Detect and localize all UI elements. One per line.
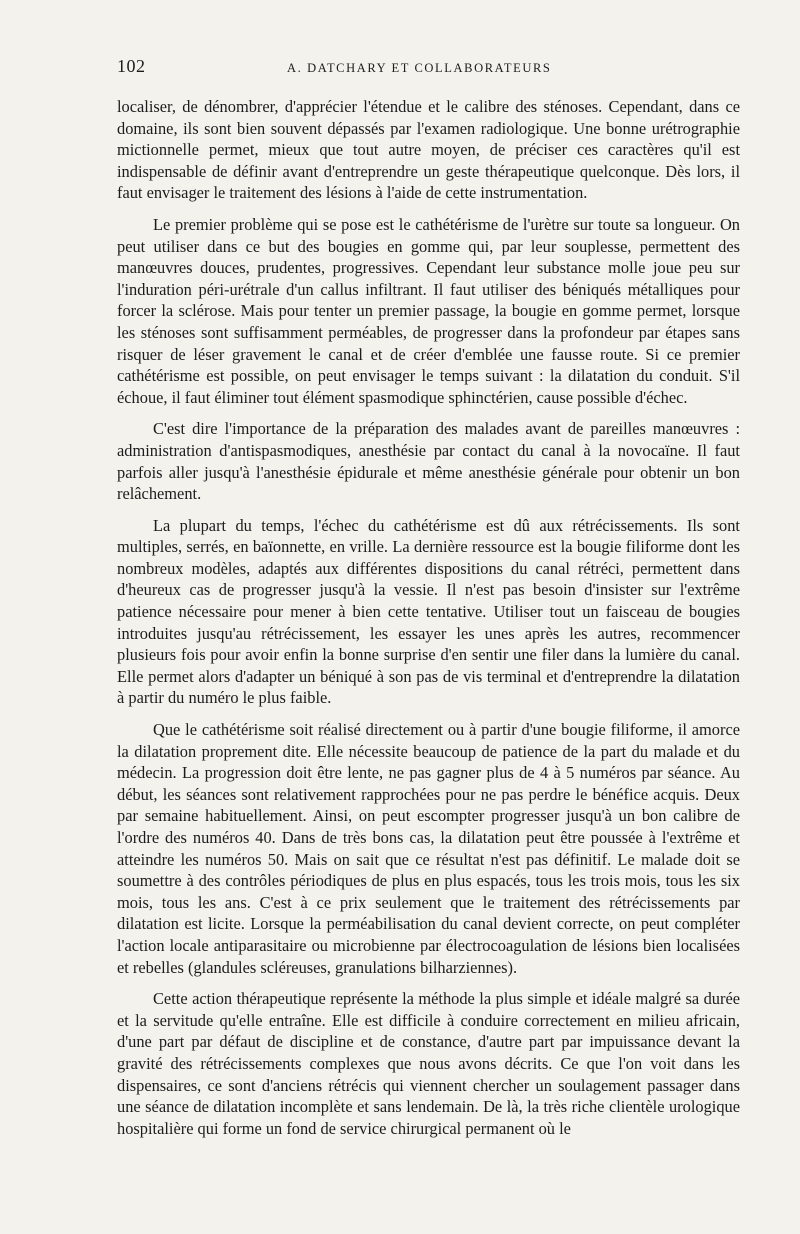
paragraph: Le premier problème qui se pose est le cathétérisme de l'urètre sur toute sa longueur. On peut utiliser dans ce but des bougies en gomme qui, par leur souplesse, permettent des manœuvres douces, prudentes, progressives. Cependant leur substance molle joue peu sur l'induration péri-urétrale d'un callus infiltrant. Il faut utiliser des béniqués métalliques pour forcer la sclérose. Mais pour tenter un premier passage, la bougie en gomme permet, lorsque les sténoses sont suffisamment perméables, de progresser dans la profondeur par étapes sans risquer de léser gravement le canal et de créer d'emblée une fausse route. Si ce premier cathétérisme est possible, on peut envisager le temps suivant : la dilatation du conduit. S'il échoue, il faut éliminer tout élément spasmodique sphinctérien, cause possible d'échec. [117, 214, 740, 407]
paragraph: Cette action thérapeutique représente la méthode la plus simple et idéale malgré sa durée et la servitude qu'elle entraîne. Elle est difficile à conduire correctement en milieu africain, d'une part par défaut de discipline et de constance, d'autre part par impuissance devant la gravité des rétrécissements complexes que nous avons décrits. Ce que l'on voit dans les dispensaires, ce sont d'anciens rétrécis qui viennent chercher un soulagement passager dans une séance de dilatation incomplète et sans lendemain. De là, la très riche clientèle urologique hospitalière qui forme un fond de service chirurgical permanent où le [117, 989, 740, 1138]
running-header [117, 56, 740, 96]
paragraph: localiser, de dénombrer, d'apprécier l'étendue et le calibre des sténoses. Cependant, dans ce domaine, ils sont bien souvent dépassés par l'examen radiologique. Une bonne urétrographie mictionnelle permet, mieux que tout autre moyen, de préciser ces caractères qu'il est indispensable de définir avant d'entreprendre un geste thérapeutique quelconque. Dès lors, il faut envisager le traitement des lésions à l'aide de cette instrumentation. [117, 97, 740, 203]
page-number: 102 [117, 56, 146, 76]
paragraph: La plupart du temps, l'échec du cathétérisme est dû aux rétrécissements. Ils sont multiples, serrés, en baïonnette, en vrille. La dernière ressource est la bougie filiforme dont les nombreux modèles, adaptés aux différentes dispositions du canal rétréci, permettent dans d'heureux cas de progresser jusqu'à la vessie. Il n'est pas besoin d'insister sur l'extrême patience nécessaire pour mener à bien cette tentative. Utiliser tout un faisceau de bougies introduites jusqu'au rétrécissement, les essayer les unes après les autres, recommencer plusieurs fois pour avoir enfin la bonne surprise d'en sentir une filer dans la lumière du canal. Elle permet alors d'adapter un béniqué à son pas de vis terminal et d'entreprendre la dilatation à partir du numéro le plus faible. [117, 515, 740, 708]
body-text [117, 96, 740, 1139]
paragraph: C'est dire l'importance de la préparation des malades avant de pareilles manœuvres : administration d'antispasmodiques, anesthésie par contact du canal à la novocaïne. Il faut parfois aller jusqu'à l'anesthésie épidurale et même anesthésie générale pour obtenir un bon relâchement. [117, 419, 740, 504]
running-title: A. DATCHARY ET COLLABORATEURS [287, 61, 552, 75]
paragraph: Que le cathétérisme soit réalisé directement ou à partir d'une bougie filiforme, il amorce la dilatation proprement dite. Elle nécessite beaucoup de patience de la part du malade et du médecin. La progression doit être lente, ne pas gagner plus de 4 à 5 numéros par séance. Au début, les séances sont relativement rapprochées pour ne pas perdre le bénéfice acquis. Deux par semaine habituellement. Ainsi, on peut escompter progresser jusqu'à un bon calibre de l'ordre des numéros 40. Dans de très bons cas, la dilatation peut être poussée à l'extrême et atteindre les numéros 50. Mais on sait que ce résultat n'est pas définitif. Le malade doit se soumettre à des contrôles périodiques de plus en plus espacés, tous les trois mois, tous les six mois, tous les ans. C'est à ce prix seulement que le traitement des rétrécissements par dilatation est licite. Lorsque la perméabilisation du canal devient correcte, on peut compléter l'action locale antiparasitaire ou microbienne par électrocoagulation de lésions bien localisées et rebelles (glandules scléreuses, granulations bilharziennes). [117, 720, 740, 977]
